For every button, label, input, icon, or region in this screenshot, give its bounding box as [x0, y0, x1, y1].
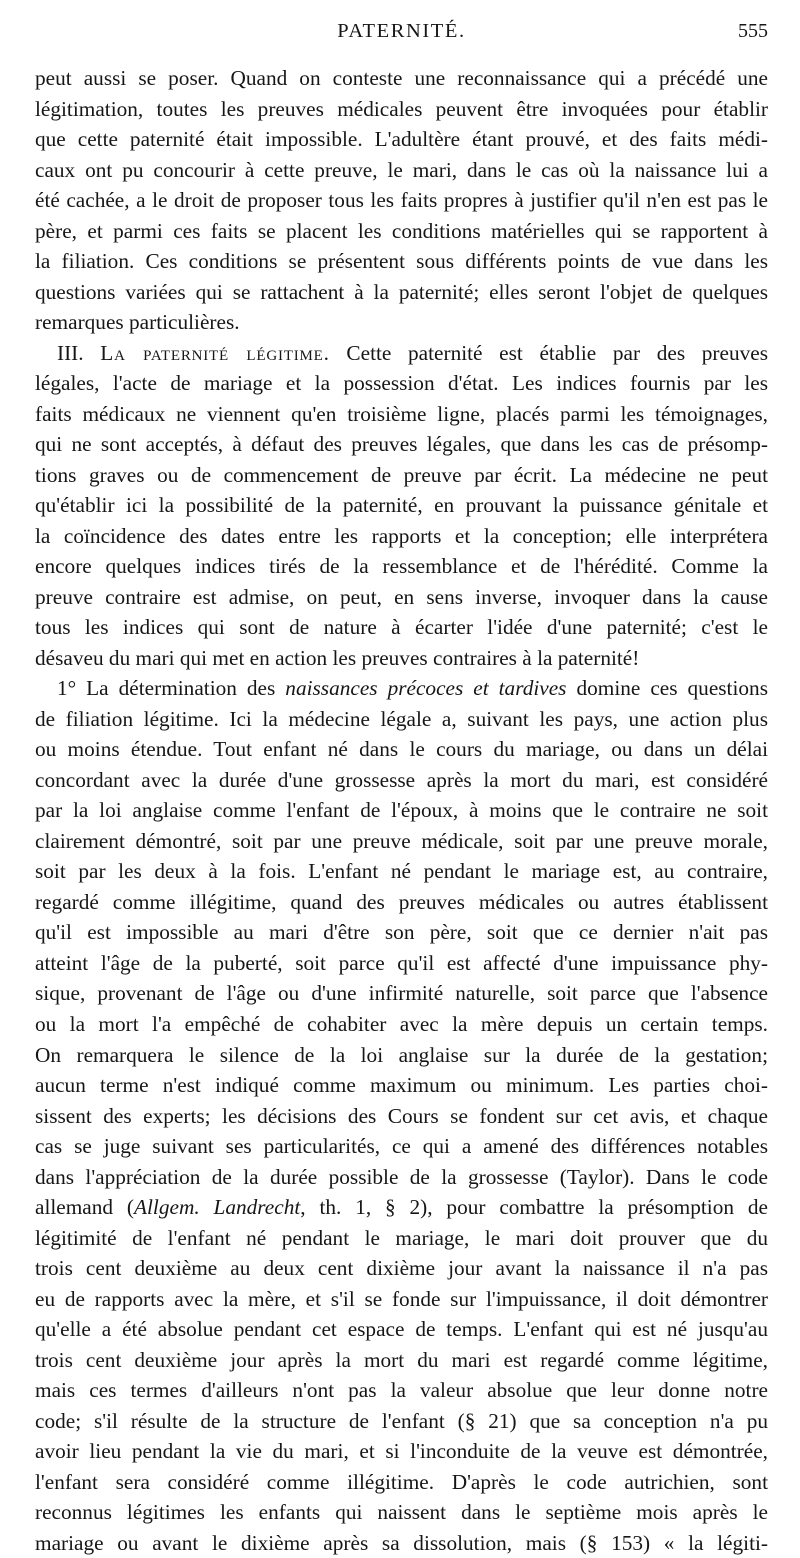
text-line: sique, provenant de l'âge ou d'une infirmité naturelle, soit parce que l'absence [35, 981, 768, 1006]
text-line: questions variées qui se rattachent à la paternité; elles seront l'objet de quelques [35, 279, 768, 304]
text-line: qu'établir ici la possibilité de la paternité, en prouvant la puissance génitale et [35, 493, 768, 518]
text-line: mais ces termes d'ailleurs n'ont pas la valeur absolue que leur donne notre [35, 1378, 768, 1403]
text-line: légitimation, toutes les preuves médicales peuvent être invoquées pour établir [35, 96, 768, 121]
text-line: clairement démontré, soit par une preuve médicale, soit par une preuve morale, [35, 828, 768, 853]
text-line: aucun terme n'est indiqué comme maximum ou minimum. Les parties choi- [35, 1073, 768, 1098]
citation-line [35, 1192, 768, 1223]
section-heading-line [35, 338, 768, 369]
text-line: eu de rapports avec la mère, et s'il se fonde sur l'impuissance, il doit démontrer [35, 1286, 768, 1311]
text-line: peut aussi se poser. Quand on conteste une reconnaissance qui a précédé une [35, 66, 768, 90]
italic-phrase: naissances précoces et tardives [285, 676, 567, 701]
running-title: PATERNITÉ. [337, 20, 466, 42]
text-line: tous les indices qui sont de nature à écarter l'idée d'une paternité; c'est le [35, 615, 768, 640]
section-number: III. [57, 340, 84, 365]
text-line: légitimité de l'enfant né pendant le mariage, le mari doit prouver que du [35, 1225, 768, 1250]
line-text: domine ces questions [576, 676, 768, 701]
text-line: qu'elle a été absolue pendant cet espace de temps. L'enfant qui est né jusqu'au [35, 1317, 768, 1342]
text-line: soit par les deux à la fois. L'enfant né pendant le mariage est, au contraire, [35, 859, 768, 884]
text-line: reconnus légitimes les enfants qui naissent dans le septième mois après le [35, 1500, 768, 1525]
text-line: ou moins étendue. Tout enfant né dans le cours du mariage, ou dans un délai [35, 737, 768, 762]
text-line: été cachée, a le droit de proposer tous les faits propres à justifier qu'il n'en est pas le [35, 188, 768, 213]
text-line: qu'il est impossible au mari d'être son père, soit que ce dernier n'ait pas [35, 920, 768, 945]
text-line: la coïncidence des dates entre les rapports et la conception; elle interprétera [35, 523, 768, 548]
text-line: tions graves ou de commencement de preuve par écrit. La médecine ne peut [35, 462, 768, 487]
text-line: atteint l'âge de la puberté, soit parce qu'il est affecté d'une impuissance phy- [35, 950, 768, 975]
section-title: La paternité légitime. [100, 340, 330, 365]
text-line: la filiation. Ces conditions se présentent sous différents points de vue dans les [35, 249, 768, 274]
text-line: dans l'appréciation de la durée possible de la grossesse (Taylor). Dans le code [35, 1164, 768, 1189]
numbered-paragraph-line [35, 673, 768, 704]
section-text: Cette paternité est établie par des preuves [346, 340, 768, 365]
text-line: regardé comme illégitime, quand des preuves médicales ou autres établissent [35, 889, 768, 914]
text-line: trois cent deuxième au deux cent dixième jour avant la naissance il n'a pas [35, 1256, 768, 1281]
text-line: par la loi anglaise comme l'enfant de l'époux, à moins que le contraire ne soit [35, 798, 768, 823]
text-line: qui ne sont acceptés, à défaut des preuves légales, que dans les cas de présomp- [35, 432, 768, 457]
text-line: ou la mort l'a empêché de cohabiter avec la mère depuis un certain temps. [35, 1011, 768, 1036]
page-number: 555 [738, 20, 768, 42]
line-text: allemand ( [35, 1195, 134, 1220]
text-line: trois cent deuxième jour après la mort du mari est regardé comme légitime, [35, 1347, 768, 1372]
text-line: de filiation légitime. Ici la médecine légale a, suivant les pays, une action plus [35, 706, 768, 731]
line-text: 1° La détermination des [57, 676, 276, 701]
text-line: désaveu du mari qui met en action les preuves contraires à la paternité! [35, 645, 640, 670]
page-header [35, 6, 768, 40]
text-line: père, et parmi ces faits se placent les conditions matérielles qui se rapportent à [35, 218, 768, 243]
text-line: légales, l'acte de mariage et la possession d'état. Les indices fournis par les [35, 371, 768, 396]
text-line: code; s'il résulte de la structure de l'enfant (§ 21) que sa conception n'a pu [35, 1408, 768, 1433]
text-line: faits médicaux ne viennent qu'en troisième ligne, placés parmi les témoignages, [35, 401, 768, 426]
text-line: On remarquera le silence de la loi anglaise sur la durée de la gestation; [35, 1042, 768, 1067]
text-line: encore quelques indices tirés de la ressemblance et de l'hérédité. Comme la [35, 554, 768, 579]
line-text: , th. 1, § 2), pour combattre la présomption de [300, 1195, 768, 1220]
text-line: preuve contraire est admise, on peut, en sens inverse, invoquer dans la cause [35, 584, 768, 609]
text-line: avoir lieu pendant la vie du mari, et si l'inconduite de la veuve est démontrée, [35, 1439, 768, 1464]
text-line: cas se juge suivant ses particularités, ce qui a amené des différences notables [35, 1134, 768, 1159]
body-text [35, 63, 768, 1558]
text-line: que cette paternité était impossible. L'adultère étant prouvé, et des faits médi- [35, 127, 768, 152]
text-line: l'enfant sera considéré comme illégitime. D'après le code autrichien, sont [35, 1469, 768, 1494]
text-line: sissent des experts; les décisions des Cours se fondent sur cet avis, et chaque [35, 1103, 768, 1128]
text-line: remarques particulières. [35, 310, 240, 335]
text-line: caux ont pu concourir à cette preuve, le mari, dans le cas où la naissance lui a [35, 157, 768, 182]
text-line: mariage ou avant le dixième après sa dissolution, mais (§ 153) « la légiti- [35, 1530, 768, 1555]
italic-citation: Allgem. Landrecht [134, 1195, 301, 1220]
text-line: concordant avec la durée d'une grossesse après la mort du mari, est considéré [35, 767, 768, 792]
